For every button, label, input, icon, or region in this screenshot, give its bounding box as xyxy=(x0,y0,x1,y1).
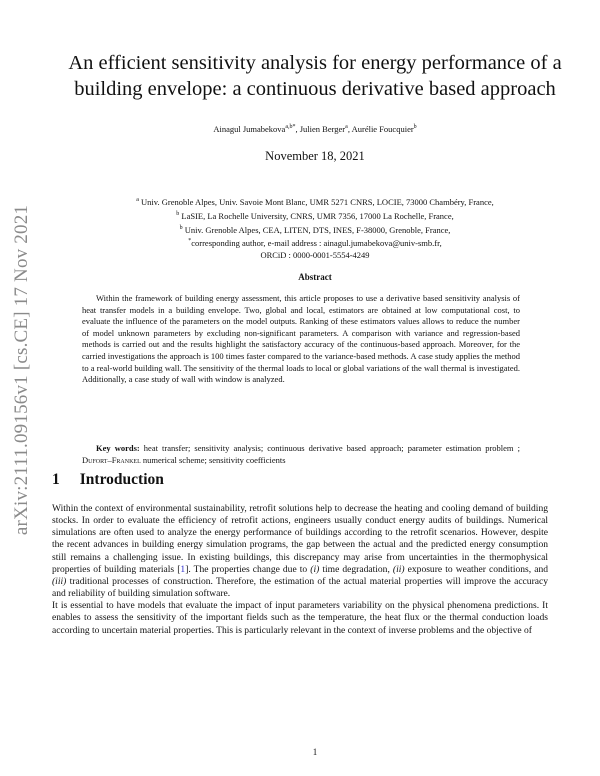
abstract-heading: Abstract xyxy=(298,272,332,282)
section-title: Introduction xyxy=(79,471,164,488)
author-name: Julien Berger xyxy=(299,124,346,134)
keywords xyxy=(82,443,520,466)
keywords-text: heat transfer; sensitivity analysis; continuous derivative based approach; parameter estimation problem ; xyxy=(139,443,520,453)
affiliation-text: LaSIE, La Rochelle University, CNRS, UMR 7356, 17000 La Rochelle, France, xyxy=(181,210,454,221)
arxiv-stamp xyxy=(2,160,42,580)
introduction-body xyxy=(52,503,548,637)
affiliation-line xyxy=(50,208,580,222)
author-line xyxy=(50,124,580,134)
paragraph-text: traditional processes of construction. Therefore, the estimation of the actual material properties will improve the accuracy and reliability of building simulation software. xyxy=(52,575,548,600)
keywords-text-end: numerical scheme; sensitivity coefficients xyxy=(140,454,286,465)
section-heading xyxy=(52,471,164,489)
paragraph-text: exposure to weather conditions, and xyxy=(404,563,548,575)
affiliations xyxy=(50,194,580,261)
abstract-text: Within the framework of building energy assessment, this article proposes to use a derivative based sensitivity analysis of heat transfer models in a building envelope. Two, global and local, estimators are obtained at low computational cost, to evaluate the influence of the parameters on the model outputs. Ranking of these estimators values allows to reduce the number of model unknown parameters by excluding non-significant parameters. A comparison with variance and regression-based methods is carried out and the results highlight the satisfactory accuracy of the continuous-based approach. Moreover, for the carried investigations the approach is 100 times faster compared to the variance-based methods. A case study applies the method to a real-world building wall. The sensitivity of the thermal loads to local or global variations of the wall thermal is investigated. Additionally, a case study of wall with window is analyzed. xyxy=(82,293,520,385)
enum-marker: (iii) xyxy=(52,575,67,587)
author-name: Aurélie Foucquier xyxy=(351,124,414,134)
paragraph xyxy=(52,503,548,600)
page-number: 1 xyxy=(312,747,318,757)
author-affil-mark: b xyxy=(413,124,417,131)
arxiv-stamp-text: arXiv:2111.09156v1 [cs.CE] 17 Nov 2021 xyxy=(11,204,32,536)
affiliation-text: Univ. Grenoble Alpes, Univ. Savoie Mont Blanc, UMR 5271 CNRS, LOCIE, 73000 Chambéry, France, xyxy=(141,196,494,207)
affiliation-mark: b xyxy=(179,224,183,231)
corresponding-mark: * xyxy=(188,238,192,245)
section-number: 1 xyxy=(52,471,60,488)
corresponding-author-line xyxy=(50,235,580,249)
keywords-label: Key words: xyxy=(96,443,140,453)
paragraph-text: ]. The properties change due to xyxy=(185,563,311,575)
paragraph: It is essential to have models that evaluate the impact of input parameters variability on the physical phenomena predictions. It enables to assess the sensitivity of the important fields such as the temperature, the heat flux or the thermal conduction loads according to uncertain material properties. This is particularly relevant in the context of inverse problems and the objective of xyxy=(52,600,548,636)
affiliation-text: Univ. Grenoble Alpes, CEA, LITEN, DTS, INES, F-38000, Grenoble, France, xyxy=(184,224,451,235)
affiliation-line xyxy=(50,222,580,236)
author-affil-mark: a,b* xyxy=(285,124,296,131)
author-name: Ainagul Jumabekova xyxy=(213,124,286,134)
affiliation-mark: b xyxy=(176,210,180,217)
enum-marker: (ii) xyxy=(392,563,405,575)
paragraph-text: Within the context of environmental sustainability, retrofit solutions help to decrease the heating and cooling demand of building stocks. In order to evaluate the efficiency of retrofit actions, engineers usually conduct energy audits of buildings. Numerical simulations are often used to analyze the energy performance of buildings according to the retrofit scenarios. However, despite the recent advances in building energy simulation programs, the gap between the actual and the predicted energy consumption still remains a challenging issue. In existing buildings, this discrepancy may arise from uncertainties in the thermophysical properties of building materials [ xyxy=(52,503,548,575)
corresponding-author-text: corresponding author, e-mail address : ainagul.jumabekova@univ-smb.fr, xyxy=(191,238,442,249)
keywords-smallcaps: Dufort–Frankel xyxy=(82,454,141,465)
author-separator: , xyxy=(347,124,352,134)
author-separator: , xyxy=(295,124,300,134)
author-affil-mark: a xyxy=(345,124,348,131)
citation-link[interactable]: 1 xyxy=(180,563,186,575)
paragraph-text: time degradation, xyxy=(319,563,393,575)
paper-date: November 18, 2021 xyxy=(265,149,365,163)
affiliation-line xyxy=(50,194,580,208)
paper-title: An efficient sensitivity analysis for energy performance of a building envelope: a continuous derivative based approach xyxy=(68,52,562,100)
enum-marker: (i) xyxy=(310,563,320,575)
orcid-line: ORCiD : 0000-0001-5554-4249 xyxy=(260,250,370,261)
affiliation-mark: a xyxy=(136,197,139,203)
